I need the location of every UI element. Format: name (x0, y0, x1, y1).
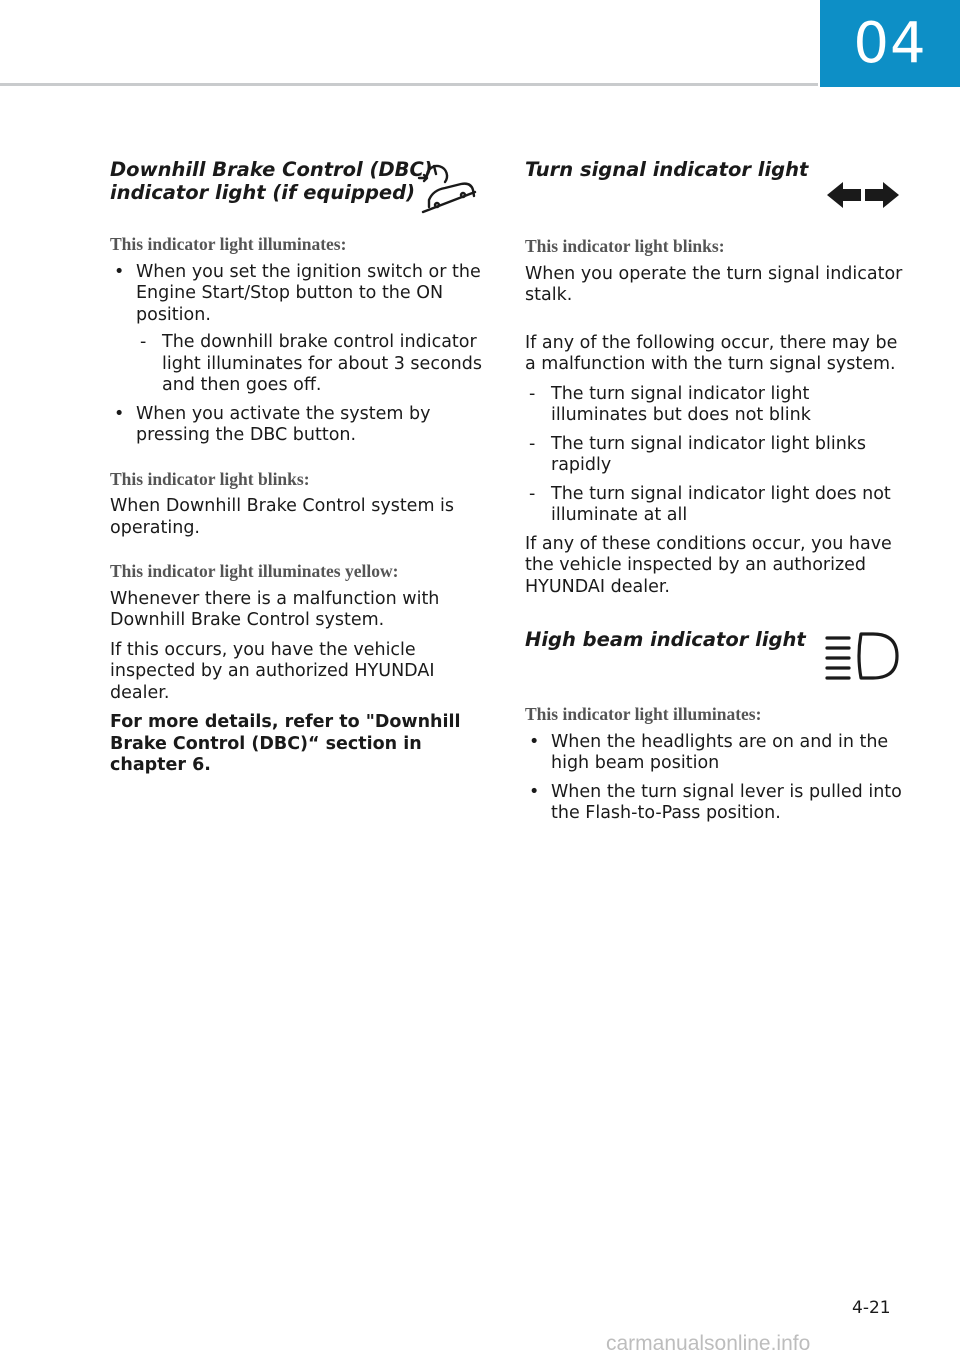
list-item: - The downhill brake control indicator light illuminates for about 3 seconds and then goes off. (136, 332, 490, 397)
high-bullets (525, 732, 905, 825)
bullet-text: When you set the ignition switch or the Engine Start/Stop button to the ON position. (136, 261, 481, 325)
dbc-bullets (110, 262, 490, 447)
list-item: - The turn signal indicator light illuminates but does not blink (525, 384, 905, 427)
turn-sub-blinks: This indicator light blinks: (525, 236, 725, 256)
turn-heading: Turn signal indicator light (525, 158, 809, 181)
downhill-brake-control-icon (415, 162, 487, 218)
dbc-heading-row (110, 158, 490, 218)
dbc-heading-line1: Downhill Brake Control (DBC) (110, 158, 433, 181)
high-sub-illuminates: This indicator light illuminates: (525, 704, 762, 724)
chapter-number: 04 (853, 11, 927, 76)
turn-para-operate: When you operate the turn signal indicator stalk. (525, 263, 903, 305)
list-item: • When you activate the system by pressing the DBC button. (110, 404, 490, 447)
chapter-tab (820, 0, 960, 87)
watermark: carmanualsonline.info (606, 1332, 811, 1355)
header-rule (0, 83, 818, 86)
list-item: • When the turn signal lever is pulled into the Flash-to-Pass position. (525, 782, 905, 825)
left-column (110, 158, 490, 785)
dbc-heading-line2: indicator light (if equipped) (110, 181, 416, 204)
turn-para-inspect: If any of these conditions occur, you have the vehicle inspected by an authorized HYUNDAI dealer. (525, 533, 892, 597)
dbc-para-inspect: If this occurs, you have the vehicle inspected by an authorized HYUNDAI dealer. (110, 639, 435, 703)
dbc-para-operating: When Downhill Brake Control system is operating. (110, 496, 455, 538)
high-heading: High beam indicator light (525, 628, 806, 651)
list-item: • When the headlights are on and in the high beam position (525, 732, 905, 775)
high-heading-row (525, 628, 905, 688)
high-beam-icon (823, 628, 901, 682)
dbc-sub-illuminates: This indicator light illuminates: (110, 234, 347, 254)
dbc-para-malfunction: Whenever there is a malfunction with Downhill Brake Control system. (110, 588, 440, 630)
dbc-sub-blinks: This indicator light blinks: (110, 468, 310, 489)
list-item (110, 262, 490, 397)
page-number: 4-21 (852, 1298, 891, 1318)
dbc-dashes (136, 332, 490, 397)
right-column (525, 158, 905, 833)
dbc-para-refer: For more details, refer to "Downhill Brake Control (DBC)“ section in chapter 6. (110, 712, 461, 775)
turn-heading-row (525, 158, 905, 218)
list-item: - The turn signal indicator light does not illuminate at all (525, 484, 905, 527)
turn-dashes (525, 384, 905, 527)
turn-para-malfunction: If any of the following occur, there may be a malfunction with the turn signal system. (525, 332, 898, 374)
dbc-sub-yellow: This indicator light illuminates yellow: (110, 561, 399, 581)
list-item: - The turn signal indicator light blinks rapidly (525, 434, 905, 477)
turn-signal-arrows-icon (825, 178, 901, 212)
